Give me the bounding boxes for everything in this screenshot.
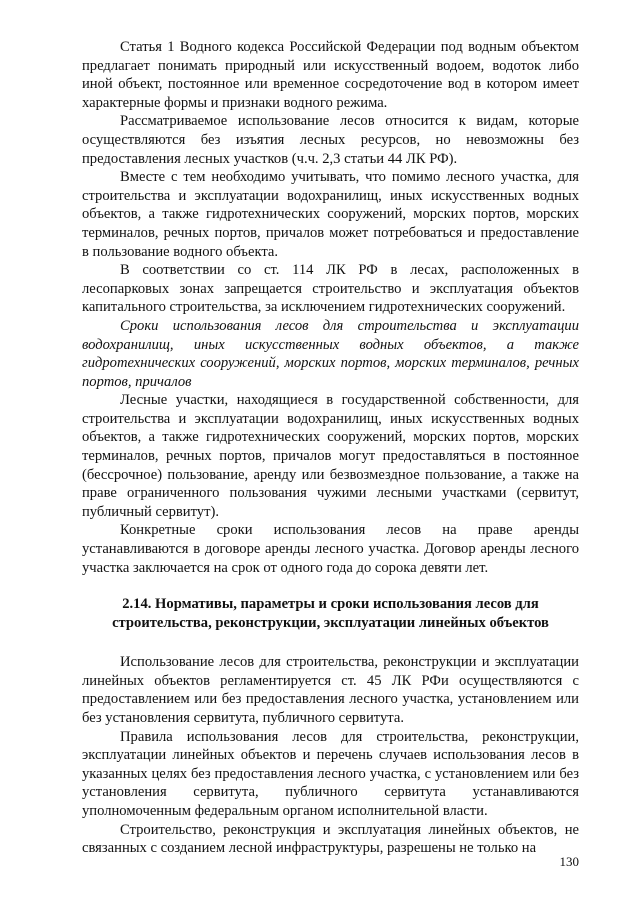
paragraph-water-object-provision: Вместе с тем необходимо учитывать, что помимо лесного участка, для строительства и эксплуатации водохранилищ, иных искусственных водных объектов, а также гидротехнических сооружений, морских портов, морских терминалов, речных портов, причалов может потребоваться и предоставление в пользование водного объекта.: [82, 169, 579, 260]
paragraph-linear-objects-construction: Строительство, реконструкция и эксплуатация линейных объектов, не связанных с созданием лесной инфраструктуры, разрешены не только на: [82, 821, 579, 857]
paragraph-state-forest-plots: Лесные участки, находящиеся в государственной собственности, для строительства и эксплуатации водохранилищ, иных искусственных водных объектов, а также гидротехнических сооружений, морских портов, морских терминалов, речных портов, причалов могут предоставляться в постоянное (бессрочное) пользование, аренду или безвозмездное пользование, а также на праве ограниченного пользования чужими лесными участками (сервитут, публичный сервитут).: [82, 392, 579, 520]
italic-subheading-use-terms: Сроки использования лесов для строительства и эксплуатации водохранилищ, иных искусственных водных объектов, а также гидротехнических сооружений, морских портов, морских терминалов, речных портов, причалов: [82, 317, 579, 390]
paragraph-forest-park-restriction: В соответствии со ст. 114 ЛК РФ в лесах, расположенных в лесопарковых зонах запрещается строительство и эксплуатация объектов капитального строительства, за исключением гидротехнических сооружений.: [82, 262, 579, 316]
paragraph-forest-use-type: Рассматриваемое использование лесов относится к видам, которые осуществляются без изъятия лесных ресурсов, но невозможны без предоставления лесных участков (ч.ч. 2,3 статьи 44 ЛК РФ).: [82, 113, 579, 167]
page-number: 130: [559, 854, 579, 869]
section-heading-line-1: 2.14. Нормативы, параметры и сроки использования лесов для: [122, 596, 539, 613]
section-heading: [82, 595, 579, 633]
paragraph-lease-terms: Конкретные сроки использования лесов на праве аренды устанавливаются в договоре аренды лесного участка. Договор аренды лесного участка заключается на срок от одного года до сорока девяти лет.: [82, 522, 579, 576]
paragraph-linear-objects-regulation: Использование лесов для строительства, реконструкции и эксплуатации линейных объектов регламентируется ст. 45 ЛК РФи осуществляются с предоставлением или без предоставления лесного участка, установлением или без установления сервитута, публичного сервитута.: [82, 654, 579, 726]
section-heading-line-2: строительства, реконструкции, эксплуатации линейных объектов: [112, 615, 549, 632]
paragraph-linear-objects-rules: Правила использования лесов для строительства, реконструкции, эксплуатации линейных объектов и перечень случаев использования лесов в указанных целях без предоставления лесного участка, с установлением или без установления сервитута, публичного сервитута устанавливаются уполномоченным федеральным органом исполнительной власти.: [82, 728, 579, 819]
paragraph-water-body-definition: Статья 1 Водного кодекса Российской Федерации под водным объектом предлагает понимать природный или искусственный водоем, водоток либо иной объект, постоянное или временное сосредоточение вод в котором имеет характерные формы и признаки водного режима.: [82, 39, 579, 111]
